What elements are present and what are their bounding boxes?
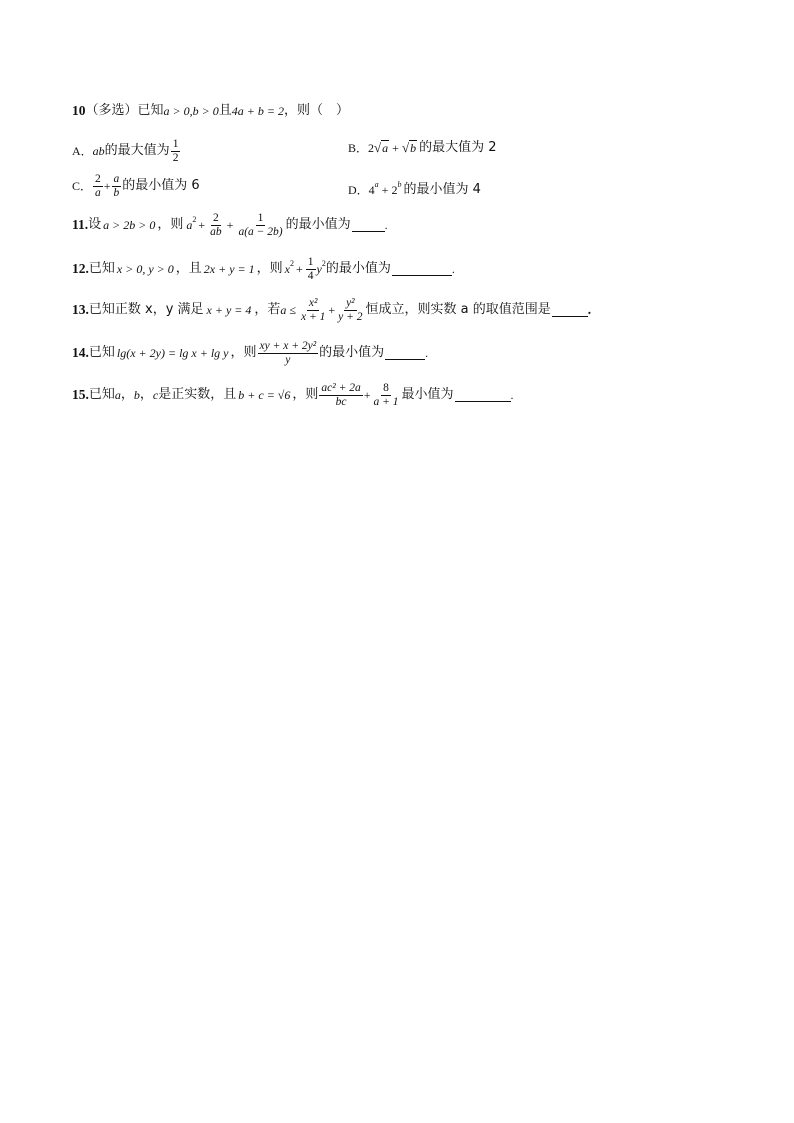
fraction: $\frac{8}{a + 1}$ bbox=[373, 382, 399, 408]
condition-1: x > 0, y > 0 bbox=[116, 261, 174, 276]
option-label: C． bbox=[72, 178, 93, 193]
question-number: 13. bbox=[72, 302, 89, 318]
question-tag: （多选） bbox=[85, 103, 138, 119]
fraction: $\frac{1}{a(a - 2b)}$ bbox=[238, 212, 283, 238]
fraction: $\frac{a}{b}$ bbox=[113, 173, 120, 199]
question-number: 15. bbox=[72, 387, 89, 403]
question-12: 12. 已知 x > 0, y > 0 ，且 2x + y = 1 ，则 x 2 + $\frac{1}{4}$ y 2 的最小值为 . bbox=[72, 256, 455, 282]
option-label: D． bbox=[348, 182, 369, 197]
option-text: 的最小值为 6 bbox=[122, 178, 200, 194]
stem-prefix: 已知 bbox=[137, 103, 164, 119]
answer-blank[interactable] bbox=[455, 389, 511, 402]
question-13: 13. 已知正数 x，y 满足 x + y = 4 ，若 a ≤ $\frac{\text{x²}}{x + 1}$ + $\frac{\text{y²}}{y + 2}$ 恒成立，则实数 a 的取值范围是 . bbox=[72, 297, 592, 323]
condition-2: 4a + b = 2 bbox=[231, 103, 284, 118]
option-expr: ab bbox=[92, 143, 105, 158]
option-label: B． bbox=[348, 140, 369, 155]
condition: a > 2b > 0 bbox=[103, 217, 156, 232]
option-c: C． $\frac{2}{a}$ + $\frac{a}{b}$ 的最小值为 6 bbox=[72, 173, 200, 199]
fraction: $\frac{\text{xy + x + 2y²}}{y}$ bbox=[259, 340, 317, 366]
question-14: 14. 已知 lg(x + 2y) = lg x + lg y ，则 $\frac{\text{xy + x + 2y²}}{y}$ 的最小值为 . bbox=[72, 340, 429, 366]
option-text: 的最大值为 2 bbox=[419, 140, 497, 155]
question-number: 10 bbox=[72, 103, 86, 118]
stem-mid: 且 bbox=[218, 103, 232, 119]
condition-1: a > 0,b > 0 bbox=[163, 103, 219, 118]
option-b: B． 2 √ a + √ b 的最大值为 2 bbox=[348, 140, 497, 156]
answer-blank[interactable] bbox=[552, 304, 588, 317]
answer-blank[interactable] bbox=[385, 347, 425, 360]
fraction: $\frac{\text{x²}}{x + 1}$ bbox=[301, 297, 326, 323]
fraction: $\frac{1}{4}$ bbox=[307, 256, 314, 282]
fraction: $\frac{2}{a}$ bbox=[95, 173, 101, 199]
answer-blank[interactable] bbox=[392, 263, 452, 276]
option-d: D． 4 a + 2 b 的最小值为 4 bbox=[348, 180, 481, 197]
option-label: A． bbox=[72, 143, 93, 158]
condition: b + c = √6 bbox=[238, 387, 291, 402]
condition: x + y = 4 bbox=[206, 302, 252, 317]
coefficient: 2 bbox=[368, 140, 375, 155]
fraction: $\frac{\text{ac² + 2a}}{bc}$ bbox=[321, 382, 361, 408]
question-10 bbox=[72, 103, 349, 119]
fraction: $\frac{1}{2}$ bbox=[172, 138, 179, 164]
fraction: $\frac{2}{ab}$ bbox=[210, 212, 222, 238]
sqrt-a: √ a bbox=[374, 140, 389, 156]
sqrt-b: √ b bbox=[401, 140, 417, 156]
question-11: 11. 设 a > 2b > 0 ，则 a 2 + $\frac{2}{ab}$ + $\frac{1}{a(a - 2b)}$ 的最小值为 . bbox=[72, 212, 388, 238]
question-number: 11. bbox=[72, 217, 89, 233]
stem-tail: ，则（ ） bbox=[283, 103, 349, 119]
condition-2: 2x + y = 1 bbox=[203, 261, 255, 276]
option-text: 的最小值为 4 bbox=[403, 182, 481, 197]
question-number: 14. bbox=[72, 345, 89, 361]
question-number: 12. bbox=[72, 261, 89, 277]
question-15: 15. 已知 a ， b ， c 是正实数，且 b + c = √6 ，则 $\frac{\text{ac² + 2a}}{bc}$ + $\frac{8}{a + 1}$ 最小值为 . bbox=[72, 382, 514, 408]
answer-blank[interactable] bbox=[352, 219, 385, 232]
fraction: $\frac{\text{y²}}{y + 2}$ bbox=[338, 297, 363, 323]
option-a bbox=[72, 138, 181, 164]
condition: lg(x + 2y) = lg x + lg y bbox=[116, 345, 229, 360]
option-text: 的最大值为 bbox=[104, 143, 170, 159]
